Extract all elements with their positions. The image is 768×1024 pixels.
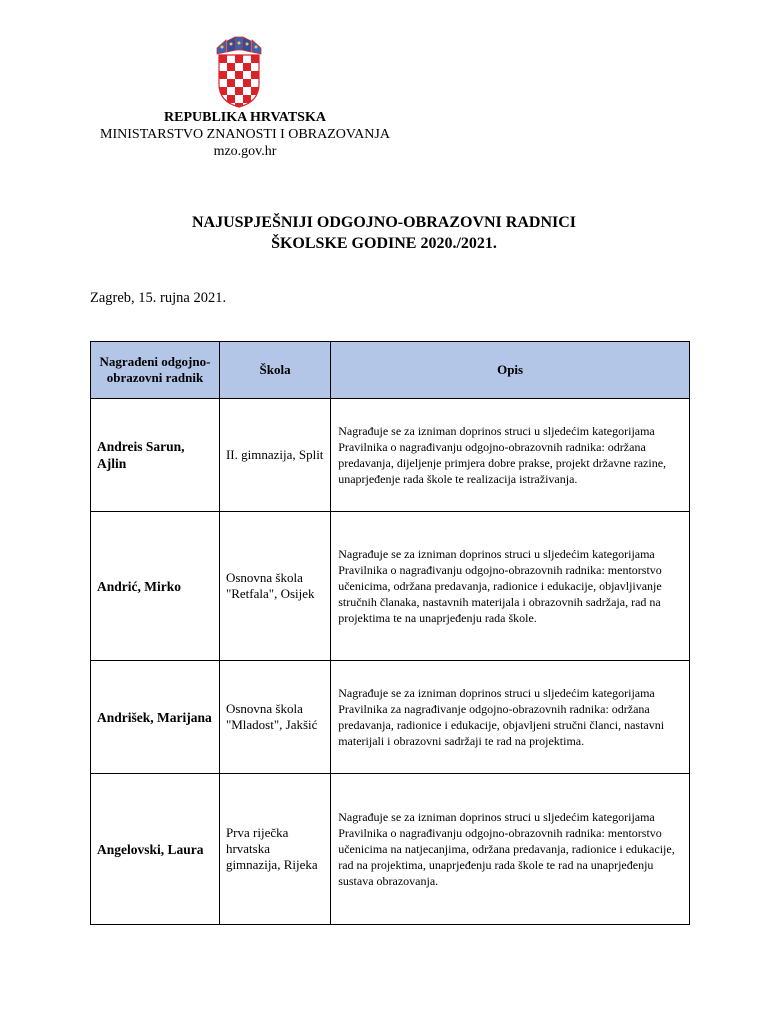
header-description: Opis: [331, 342, 690, 399]
school-name: Prva riječka hrvatska gimnazija, Rijeka: [219, 774, 330, 925]
recipient-name: Andreis Sarun, Ajlin: [91, 399, 220, 512]
recipient-name: Andrić, Mirko: [91, 512, 220, 661]
award-description: Nagrađuje se za izniman doprinos struci u sljedećim kategorijama Pravilnika o nagrađivanju odgojno-obrazovnih radnika: mentorstvo učenicima na natjecanjima, održana predavanja, radionice i edukacije, rad na projektima, unaprjeđenju rada škole te rad na unaprjeđenju sustava obrazovanja.: [331, 774, 690, 925]
table-row: [91, 399, 690, 512]
awards-table: [90, 341, 690, 925]
table-header-row: [91, 342, 690, 399]
recipient-name: Angelovski, Laura: [91, 774, 220, 925]
award-description: Nagrađuje se za izniman doprinos struci u sljedećim kategorijama Pravilnika o nagrađivanju odgojno-obrazovnih radnika: mentorstvo učenicima, održana predavanja, radionice i edukacije, objavljivanje stručnih članaka, nastavnih materijala i obrazovnih sadržaja, rad na projektima te na unaprjeđenju rada škole.: [331, 512, 690, 661]
school-name: II. gimnazija, Split: [219, 399, 330, 512]
header-recipient: Nagrađeni odgojno-obrazovni radnik: [91, 342, 220, 399]
title-line-1: NAJUSPJEŠNIJI ODGOJNO-OBRAZOVNI RADNICI: [191, 214, 577, 231]
school-name: Osnovna škola "Retfala", Osijek: [219, 512, 330, 661]
coat-of-arms-icon: [214, 36, 264, 108]
ministry-name: MINISTARSTVO ZNANOSTI I OBRAZOVANJA: [100, 127, 390, 142]
ministry-website: mzo.gov.hr: [213, 144, 277, 159]
school-name: Osnovna škola "Mladost", Jakšić: [219, 661, 330, 774]
table-row: [91, 512, 690, 661]
header-school: Škola: [219, 342, 330, 399]
table-row: [91, 774, 690, 925]
recipient-name: Andrišek, Marijana: [91, 661, 220, 774]
republic-name: REPUBLIKA HRVATSKA: [164, 110, 326, 125]
table-row: [91, 661, 690, 774]
document-header: [0, 109, 490, 160]
award-description: Nagrađuje se za izniman doprinos struci u sljedećim kategorijama Pravilnika za nagrađivanje odgojno-obrazovnih radnika: održana predavanja, radionice i edukacije, objavljeni stručni članci, nastavni materijali i obrazovni sadržaji te rad na projektima.: [331, 661, 690, 774]
award-description: Nagrađuje se za izniman doprinos struci u sljedećim kategorijama Pravilnika o nagrađivanju odgojno-obrazovnih radnika: održana predavanja, dijeljenje primjera dobre prakse, projekt državne razine, unaprjeđenje rada škole te realizacija istraživanja.: [331, 399, 690, 512]
title-line-2: ŠKOLSKE GODINE 2020./2021.: [271, 235, 497, 252]
document-title: [0, 212, 768, 254]
dateline: Zagreb, 15. rujna 2021.: [90, 290, 227, 306]
